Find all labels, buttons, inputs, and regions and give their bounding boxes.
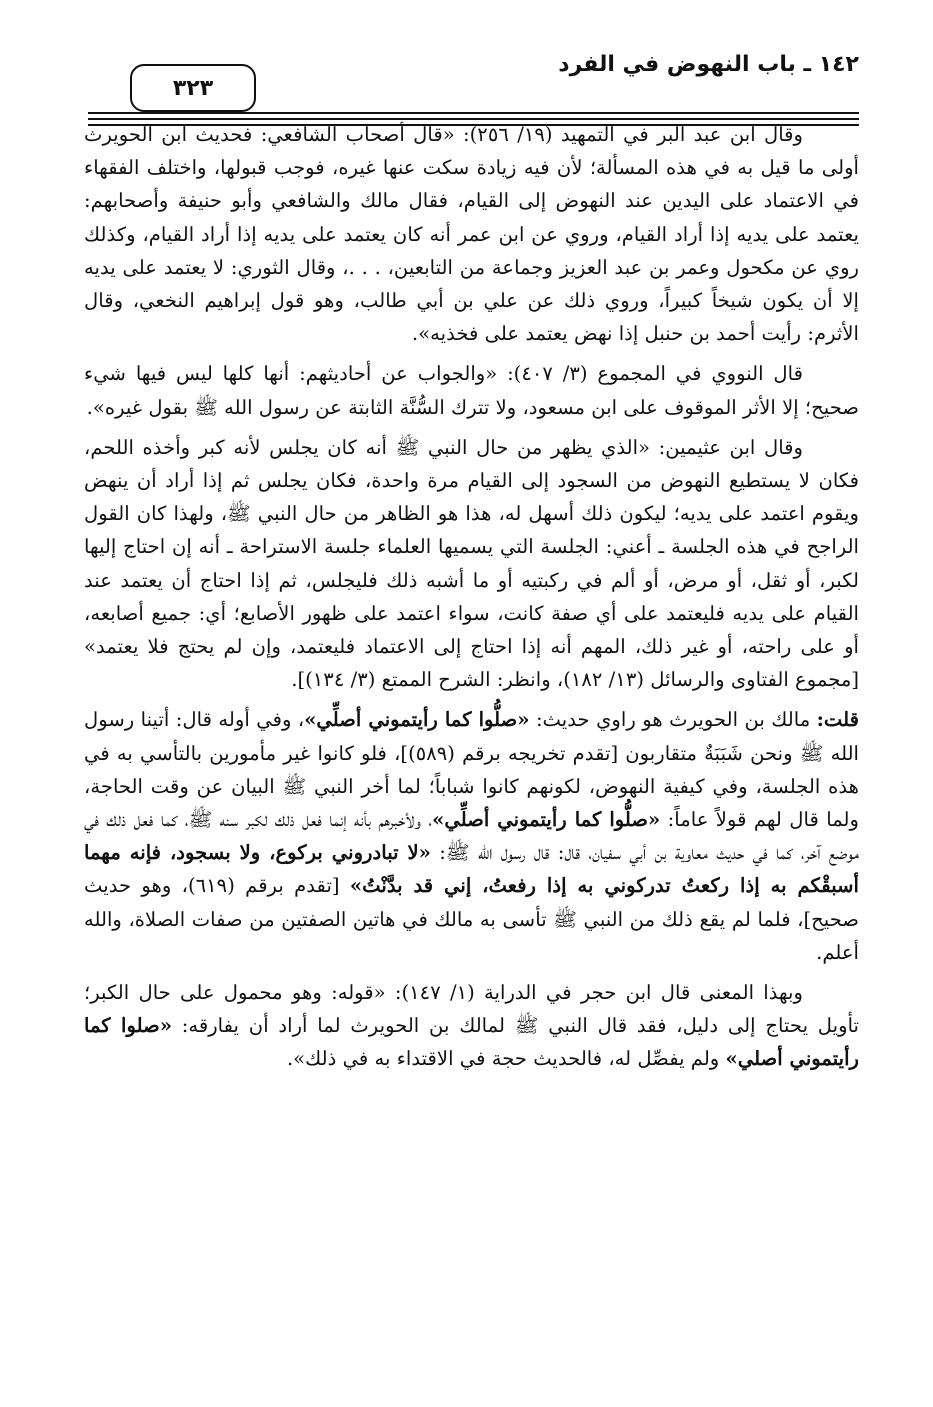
paragraph-text: ولم يفصِّل له، فالحديث حجة في الاقتداء به في ذلك».: [286, 1047, 726, 1071]
note-text: ، ولأخبرهم بأنه إنما فعل ذلك لكبر سنه ﷺ، كما فعل ذلك في موضع آخر، كما في حديث معاوية بن أبي سفيان، قال: قال رسول الله ﷺ:: [84, 808, 859, 865]
hadith-quote: «صلُّوا كما رأيتموني أصلِّي»: [304, 708, 530, 732]
paragraph-ibn-abd-al-barr: وقال ابن عبد البر في التمهيد (١٩/ ٢٥٦): «قال أصحاب الشافعي: فحديث ابن الحويرث أولى ما قيل به في هذه المسألة؛ لأن فيه زيادة سكت عنها غيره، فوجب قبولها، واختلف الفقهاء في الاعتماد على اليدين عند النهوض إلى القيام، فقال مالك والشافعي وأبو حنيفة وأصحابهم: يعتمد على يديه إذا أراد القيام، وروي عن ابن عمر أنه كان يعتمد على يديه إذا أراد القيام، وكذلك روي عن مكحول وعمر بن عبد العزيز وجماعة من التابعين، . . .، وقال الثوري: لا يعتمد على يديه إلا أن يكون شيخاً كبيراً، وروي ذلك عن علي بن أبي طالب، وهو قول إبراهيم النخعي، وقال الأثرم: رأيت أحمد بن حنبل إذا نهض يعتمد على فخذيه».: [84, 123, 859, 346]
paragraph-author-note: [84, 703, 859, 969]
note-text: ، وفي أوله قال: أتينا رسول الله ﷺ ونحن شَبَبَةٌ متقاربون [تقدم تخريجه برقم (٥٨٩)]، فلو كانوا غير مأمورين بالتأسي به في هذه الجلسة، وفي كيفية النهوض، لكونهم كانوا شباباً؛ لما أخر النبي ﷺ البيان عن وقت الحاجة، ولما قال لهم قولاً عاماً:: [84, 708, 859, 832]
hadith-quote: «صلوا كما رأيتموني أصلي»: [84, 1014, 859, 1071]
note-label: قلت:: [816, 708, 859, 732]
chapter-title: ١٤٢ ـ باب النهوض في الفرد: [558, 52, 859, 77]
paragraph-ibn-uthaymin: وقال ابن عثيمين: «الذي يظهر من حال النبي ﷺ أنه كان يجلس لأنه كبر وأخذه اللحم، فكان لا يستطيع النهوض من السجود إلى القيام مرة واحدة، فكان يجلس ثم إذا أراد أن ينهض ويقوم اعتمد على يديه؛ ليكون ذلك أسهل له، هذا هو الظاهر من حال النبي ﷺ، ولهذا كان القول الراجح في هذه الجلسة ـ أعني: الجلسة التي يسميها العلماء جلسة الاستراحة ـ أنه إن احتاج إليها لكبر، أو ثقل، أو مرض، أو ألم في ركبتيه أو ما أشبه ذلك فليجلس، ثم إذا احتاج أن يعتمد عند القيام على يديه فليعتمد على أي صفة كانت، سواء اعتمد على ظهور الأصابع؛ أي: جميع أصابعه، أو على راحته، أو غير ذلك، المهم أنه إذا احتاج إلى الاعتماد فليعتمد، وإن لم يحتج فلا يعتمد» [مجموع الفتاوى والرسائل (١٣/ ١٨٢)، وانظر: الشرح الممتع (٣/ ١٣٤)].: [84, 435, 859, 692]
header-rule: [88, 112, 859, 114]
hadith-quote: «صلُّوا كما رأيتموني أصلِّي»: [432, 808, 661, 832]
hadith-quote: «لا تبادروني بركوع، ولا بسجود، فإنه مهما أسبقْكم به إذا ركعتُ تدركوني به إذا رفعتُ، إني قد بدَّنْتُ»: [84, 841, 859, 898]
note-text: مالك بن الحويرث هو راوي حديث:: [529, 708, 817, 732]
page-body: [84, 118, 859, 1367]
note-text: [تقدم برقم (٦١٩)، وهو حديث صحيح]، فلما لم يقع ذلك من النبي ﷺ تأسى به مالك في هاتين الصفتين من صفات الصلاة، والله أعلم.: [84, 874, 859, 964]
page-header: [88, 42, 859, 112]
page-number: ٣٢٣: [130, 64, 256, 112]
paragraph-nawawi: قال النووي في المجموع (٣/ ٤٠٧): «والجواب عن أحاديثهم: أنها كلها ليس فيها شيء صحيح؛ إلا الأثر الموقوف على ابن مسعود، ولا تترك السُّنَّة الثابتة عن رسول الله ﷺ بقول غيره».: [84, 362, 859, 419]
paragraph-ibn-hajar: [84, 976, 859, 1076]
paragraph-text: وبهذا المعنى قال ابن حجر في الدراية (١/ ١٤٧): «قوله: وهو محمول على حال الكبر؛ تأويل يحتاج إلى دليل، فقد قال النبي ﷺ لمالك بن الحويرث لما أراد أن يفارقه:: [84, 981, 859, 1038]
